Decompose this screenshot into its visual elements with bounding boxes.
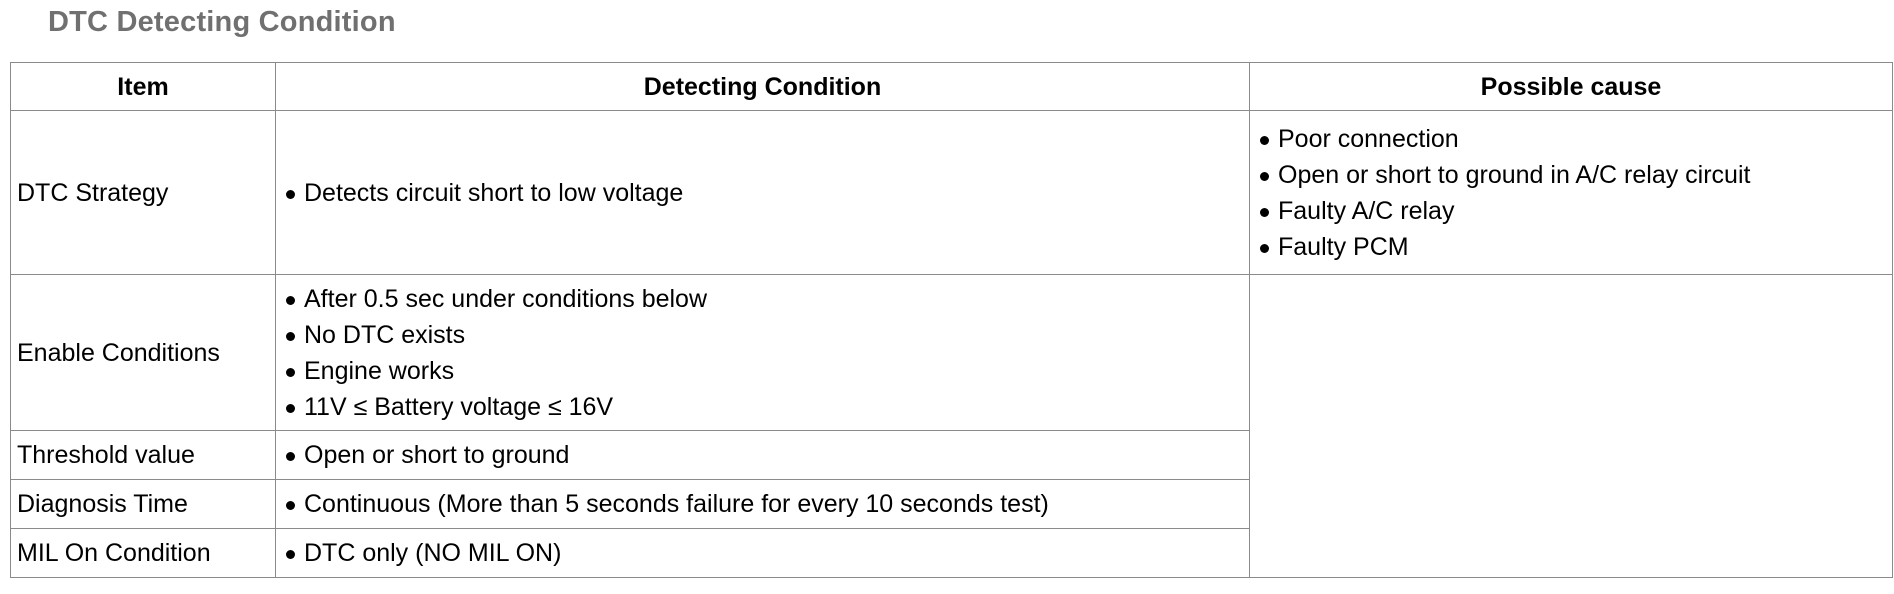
cause-bullet: Poor connection: [1256, 121, 1886, 157]
condition-bullet: DTC only (NO MIL ON): [282, 535, 1243, 571]
header-possible-cause: Possible cause: [1250, 63, 1893, 111]
row-item-label: Diagnosis Time: [11, 480, 276, 529]
table-header-row: [11, 63, 1893, 111]
row-item-label: MIL On Condition: [11, 529, 276, 578]
condition-bullet: After 0.5 sec under conditions below: [282, 281, 1243, 317]
dtc-condition-table: [10, 62, 1893, 578]
table-row: [11, 275, 1893, 431]
cause-bullet: Faulty A/C relay: [1256, 193, 1886, 229]
header-detecting-condition: Detecting Condition: [276, 63, 1250, 111]
condition-cell: [276, 480, 1250, 529]
row-item-label: Threshold value: [11, 431, 276, 480]
condition-cell: [276, 275, 1250, 431]
condition-cell: [276, 111, 1250, 275]
condition-bullet: Open or short to ground: [282, 437, 1243, 473]
cause-bullet: Faulty PCM: [1256, 229, 1886, 265]
possible-cause-cell: [1250, 111, 1893, 275]
condition-bullet: Engine works: [282, 353, 1243, 389]
row-item-label: Enable Conditions: [11, 275, 276, 431]
condition-bullet: Continuous (More than 5 seconds failure for every 10 seconds test): [282, 486, 1243, 522]
cause-bullet: Open or short to ground in A/C relay circuit: [1256, 157, 1886, 193]
table-row: [11, 111, 1893, 275]
condition-bullet: Detects circuit short to low voltage: [282, 175, 1243, 211]
condition-cell: [276, 529, 1250, 578]
condition-bullet: 11V ≤ Battery voltage ≤ 16V: [282, 389, 1243, 425]
condition-cell: [276, 431, 1250, 480]
row-item-label: DTC Strategy: [11, 111, 276, 275]
condition-bullet: No DTC exists: [282, 317, 1243, 353]
header-item: Item: [11, 63, 276, 111]
empty-cause-cell: [1250, 275, 1893, 578]
page-title: DTC Detecting Condition: [48, 6, 396, 38]
